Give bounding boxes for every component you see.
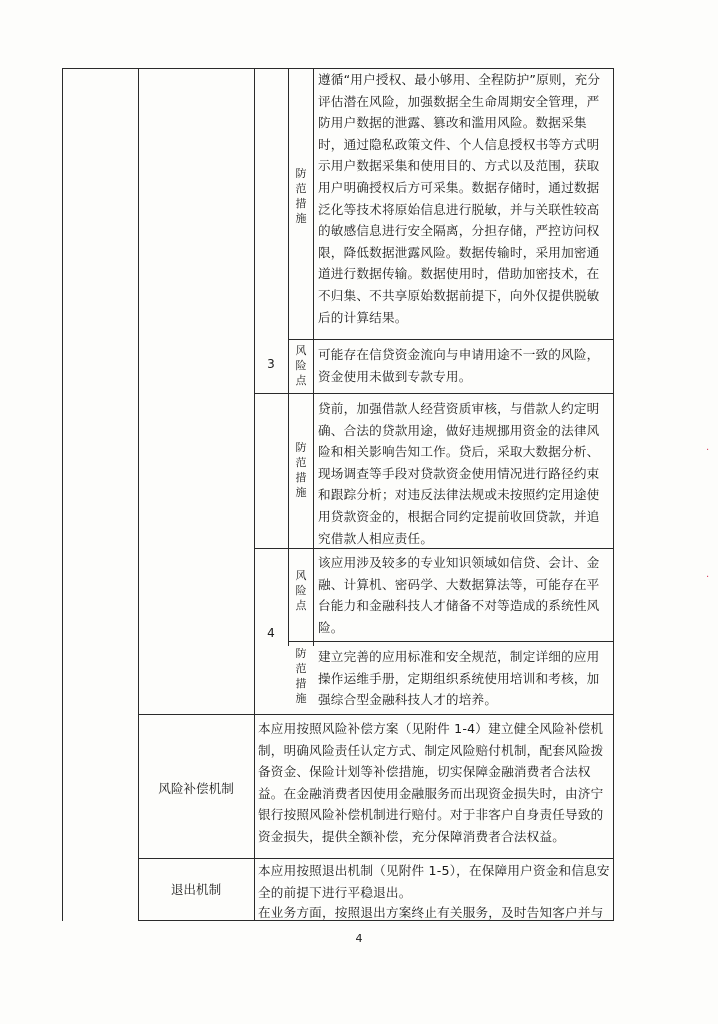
table-border-left (62, 68, 63, 921)
exit-label: 退出机制 (170, 882, 222, 897)
row-text: 可能存在信贷资金流向与申请用途不一致的风险，资金使用未做到专款专用。 (318, 347, 600, 384)
row-type-label: 防 范 措 施 (295, 647, 307, 705)
compensation-label: 风险补偿机制 (158, 781, 234, 796)
page-number: 4 (355, 932, 363, 945)
risk-table (62, 68, 614, 921)
row-divider (288, 339, 614, 340)
row-divider (138, 714, 614, 715)
compensation-text: 本应用按照风险补偿方案（见附件 1-4）建立健全风险补偿机制，明确风险责任认定方式、制定风险赔付机制，配套风险拨备资金、保险计划等补偿措施，切实保障金融消费者合法权益。在金融消费者因使用金融服务而出现资金损失时，由济宁银行按照风险补偿机制进行赔付。对于非客户自身责任导致的资金损失，提供全额补偿，充分保障消费者合法权益。 (258, 721, 604, 844)
row-text: 建立完善的应用标准和安全规范，制定详细的应用操作运维手册，定期组织系统使用培训和考核，加强综合型金融科技人才的培养。 (318, 649, 600, 708)
column-divider (254, 68, 255, 646)
row-type-label: 防 范 措 施 (295, 167, 307, 225)
row-text: 该应用涉及较多的专业知识领域如信贷、会计、金融、计算机、密码学、大数据算法等，可能存在平台能力和金融科技人才储备不对等造成的系统性风险。 (318, 555, 600, 635)
table-border-right (613, 68, 614, 921)
row-number: 4 (267, 626, 275, 640)
row-text: 遵循“用户授权、最小够用、全程防护”原则，充分评估潜在风险，加强数据全生命周期安全管理，严防用户数据的泄露、篡改和滥用风险。数据采集时，通过隐私政策文件、个人信息授权书等方式明示用户数据采集和使用目的、方式以及范围，获取用户明确授权后方可采集。数据存储时，通过数据泛化等技术将原始信息进行脱敏，并与关联性较高的敏感信息进行安全隔离，分担存储，严控访问权限，降低数据泄露风险。数据传输时，采用加密通道进行数据传输。数据使用时，借助加密技术，在不归集、不共享原始数据前提下，向外仅提供脱敏后的计算结果。 (318, 72, 601, 325)
edge-mark: · (706, 572, 710, 583)
row-number: 3 (267, 357, 275, 371)
column-divider (288, 68, 289, 646)
row-type-label: 防 范 措 施 (295, 441, 307, 499)
row-divider (288, 641, 614, 642)
edge-mark: · (706, 445, 710, 456)
row-text: 贷前，加强借款人经营资质审核，与借款人约定明确、合法的贷款用途，做好违规挪用资金的法律风险和相关影响告知工作。贷后，采取大数据分析、现场调查等手段对贷款资金使用情况进行路径约束和跟踪分析；对违反法律法规或未按照约定用途使用贷款资金的，根据合同约定提前收回贷款，并追究借款人相应责任。 (318, 401, 600, 546)
row-divider (138, 858, 614, 859)
column-divider (254, 646, 255, 921)
row-type-label: 风 险 点 (295, 344, 307, 387)
column-divider (313, 68, 314, 646)
row-type-label: 风 险 点 (295, 569, 307, 612)
row-divider (254, 393, 614, 394)
exit-text: 本应用按照退出机制（见附件 1-5），在保障用户资金和信息安全的前提下进行平稳退出。 (258, 863, 610, 900)
exit-text-continued: 在业务方面，按照退出方案终止有关服务，及时告知客户并与 (258, 905, 604, 920)
